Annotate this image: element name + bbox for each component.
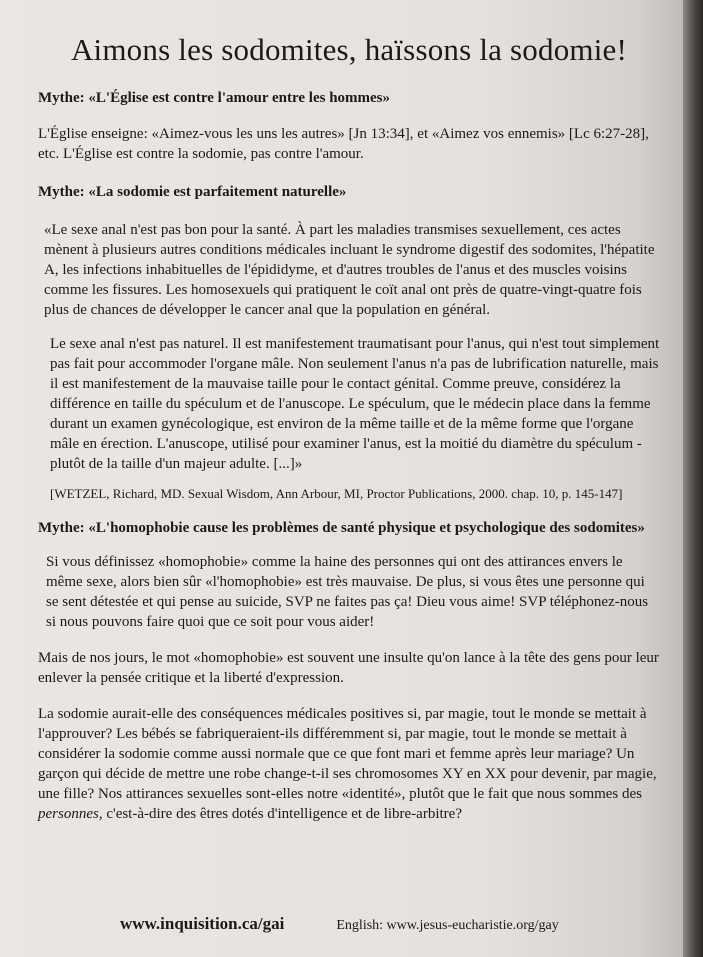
questions-text-end: , c'est-à-dire des êtres dotés d'intelligence et de libre-arbitre? — [98, 806, 462, 822]
quote-paragraph-health: «Le sexe anal n'est pas bon pour la santé. À part les maladies transmises sexuellement, ces actes mènent à plusieurs autres conditions médicales incluant le syndrome digestif des sodomites, l'hépatite A, les infections inhabituelles de l'épididyme, et d'autres troubles de l'anus et des muscles voisins comme les fissures. Les homosexuels qui pratiquent le coït anal ont près de quatre-vingt-quatre fois plus de chances de développer le cancer anal que la population en général. — [44, 222, 655, 318]
homophobia-paragraph-definition: Si vous définissez «homophobie» comme la haine des personnes qui ont des attirances envers le même sexe, alors bien sûr «l'homophobie» est très mauvaise. De plus, si vous êtes une personne qui se sent détestée et qui pense au suicide, SVP ne faites pas ça! Dieu vous aime! SVP téléphonez-nous si nous pouvons faire quoi que ce soit pour vous aider! — [46, 554, 649, 630]
myth-heading-natural: Mythe: «La sodomie est parfaitement naturelle» — [38, 184, 347, 200]
questions-paragraph — [38, 704, 660, 824]
background-edge — [683, 0, 703, 957]
website-link-french[interactable]: www.inquisition.ca/gai — [120, 914, 285, 933]
homophobia-paragraph-insult: Mais de nos jours, le mot «homophobie» est souvent une insulte qu'on lance à la tête des gens pour leur enlever la pensée critique et la liberté d'expression. — [38, 650, 659, 686]
page-title: Aimons les sodomites, haïssons la sodomie! — [70, 32, 628, 67]
quote-paragraph-anatomy: Le sexe anal n'est pas naturel. Il est manifestement traumatisant pour l'anus, qui n'est tout simplement pas fait pour accommoder l'organe mâle. Non seulement l'anus n'a pas de lubrification naturelle, mais il est manifestement de la mauvaise taille pour le contact génital. Comme preuve, considérez la différence en taille du spéculum et de l'anuscope. Le spéculum, que le médecin place dans la femme durant un examen gynécologique, est environ de la même taille et de la même forme que l'organe mâle en érection. L'anuscope, utilisé pour examiner l'anus, est la moitié du diamètre du spéculum - plutôt de la taille d'un majeur adulte. [...]» — [50, 336, 660, 472]
citation-reference: [WETZEL, Richard, MD. Sexual Wisdom, Ann Arbour, MI, Proctor Publications, 2000. chap. 10, p. 145-147] — [50, 486, 623, 501]
myth-heading-homophobia: Mythe: «L'homophobie cause les problèmes de santé physique et psychologique des sodomites» — [38, 520, 645, 536]
website-link-english[interactable]: English: www.jesus-eucharistie.org/gay — [336, 918, 559, 933]
questions-italic-word: personnes — [38, 806, 99, 822]
footer — [120, 914, 660, 934]
church-paragraph: L'Église enseigne: «Aimez-vous les uns les autres» [Jn 13:34], et «Aimez vos ennemis» [Lc 6:27-28], etc. L'Église est contre la sodomie, pas contre l'amour. — [38, 126, 649, 162]
myth-heading-church: Mythe: «L'Église est contre l'amour entre les hommes» — [38, 90, 391, 106]
questions-text-start: La sodomie aurait-elle des conséquences médicales positives si, par magie, tout le monde se mettait à l'approuver? Les bébés se fabriqueraient-ils différemment si, par magie, tout le monde se mettait à considérer la sodomie comme aussi normale que ce que font mari et femme après leur mariage? Un garçon qui décide de mettre une robe change-t-il ses chromosomes XY en XX pour devenir, par magie, une fille? Nos attirances sexuelles sont-elles notre «identité», plutôt que le fait que nous sommes des — [38, 706, 657, 802]
